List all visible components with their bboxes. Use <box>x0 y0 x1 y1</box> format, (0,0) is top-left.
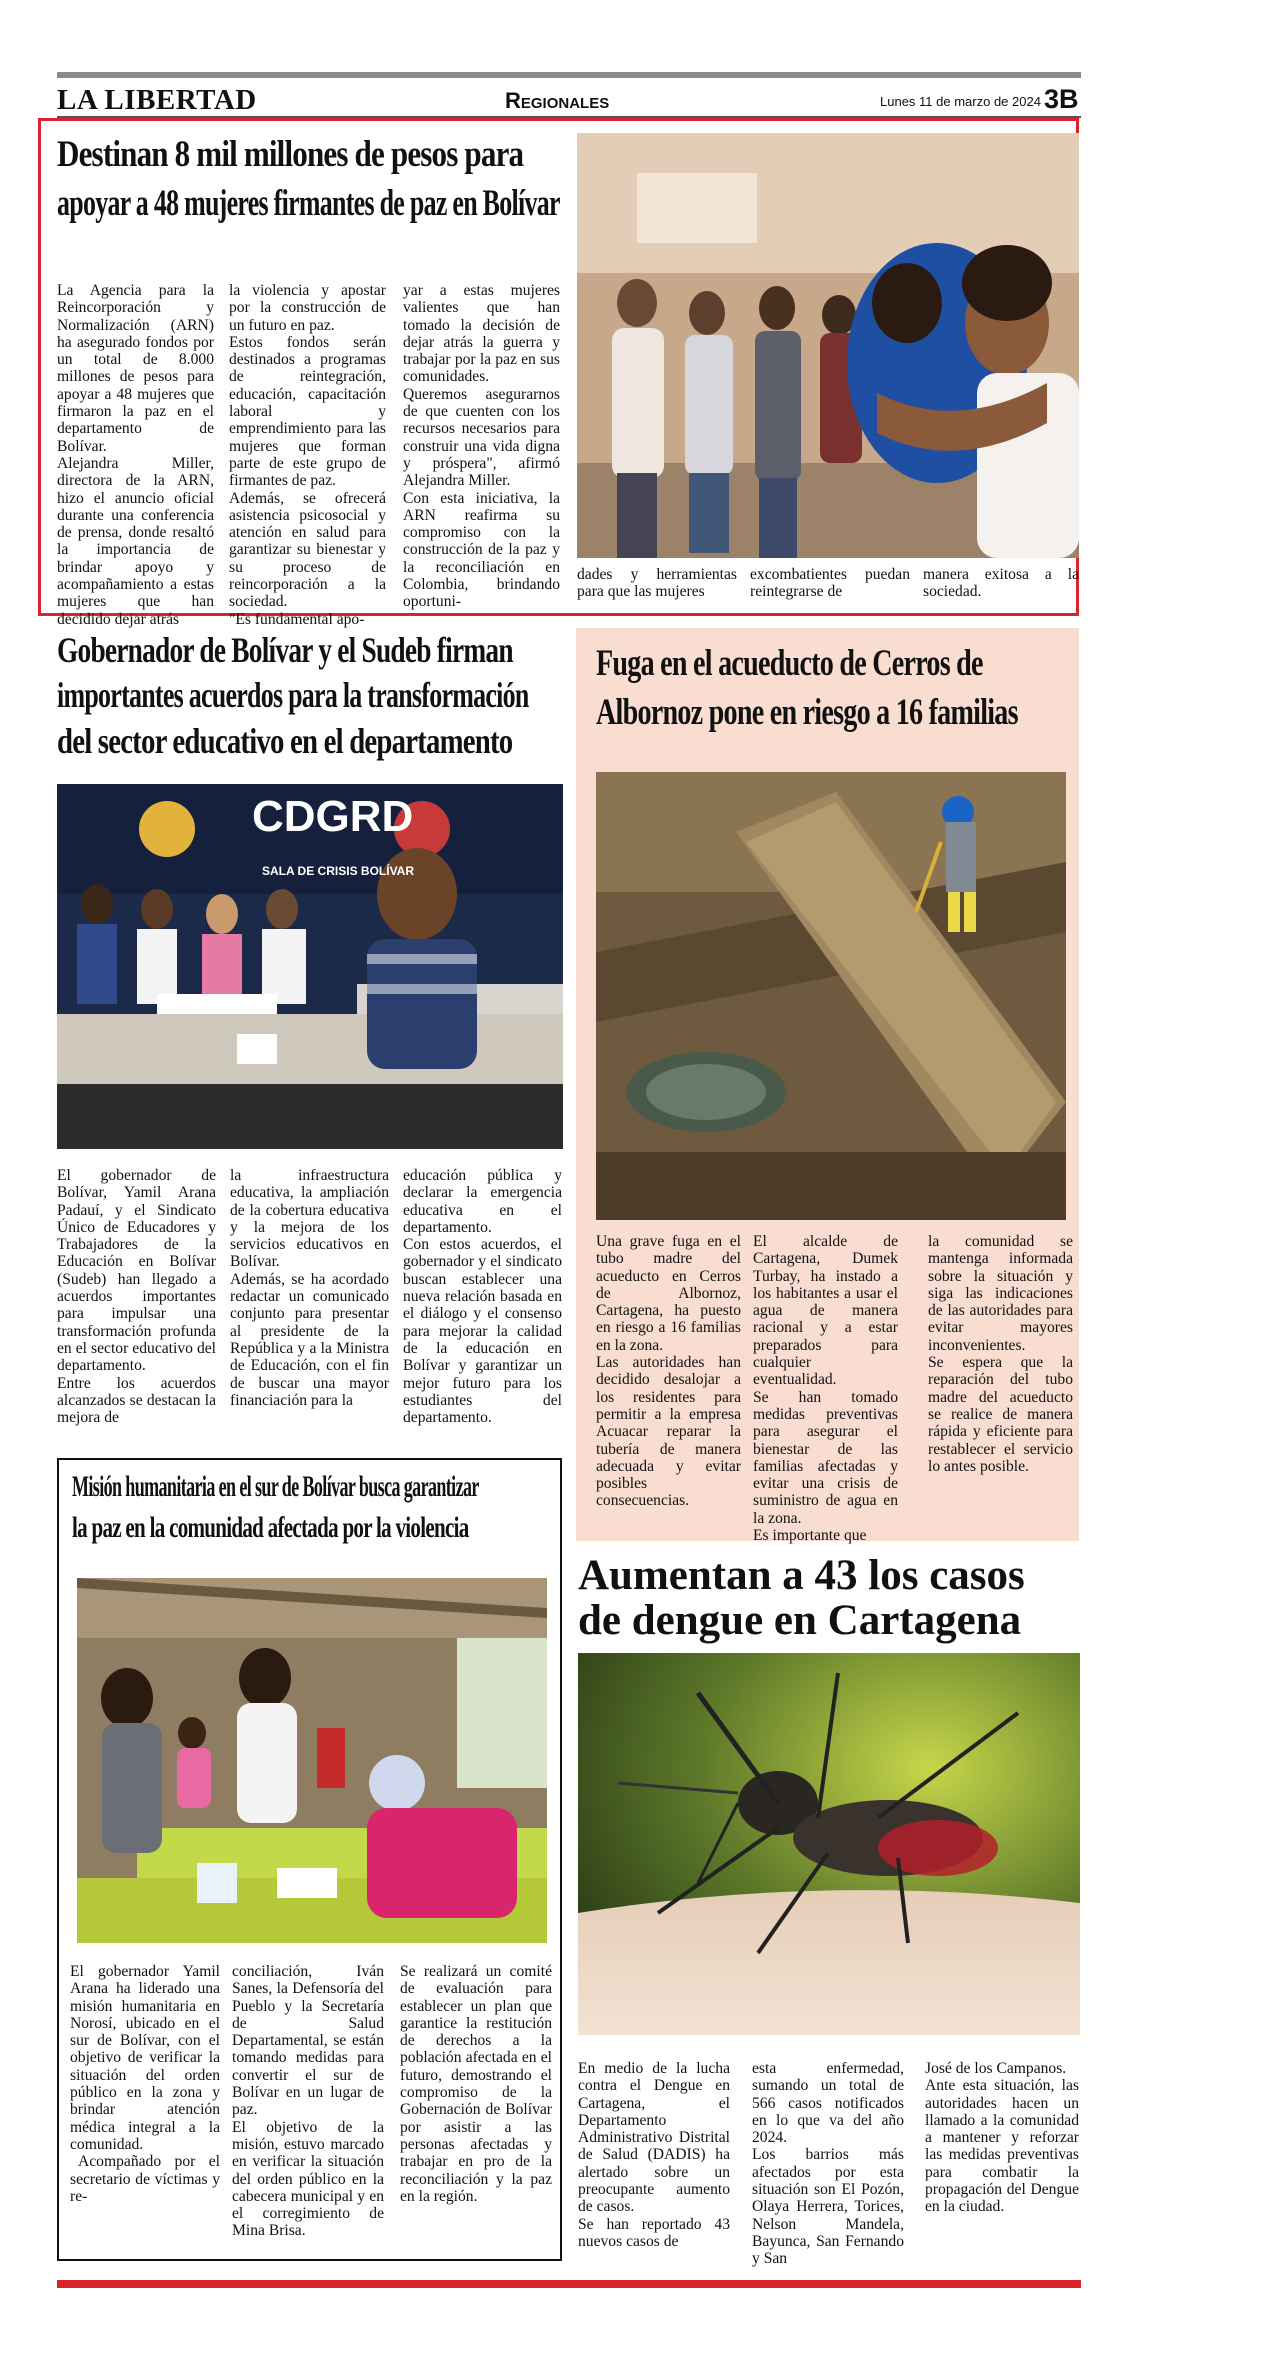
banner-text: CDGRD <box>252 792 414 841</box>
headline-line: Albornoz pone en riesgo a 16 familias <box>596 691 1018 733</box>
headline-line: Destinan 8 mil millones de pesos para <box>57 134 524 175</box>
paragraph: conciliación, Iván Sanes, la Defensoría del Pueblo y la Secretaría de Salud Departamental, se están tomando medidas para convertir el sur de Bolívar en un lugar de paz. <box>232 1963 384 2119</box>
article4-col2 <box>232 1963 384 2253</box>
headline-line: Aumentan a 43 los casos <box>578 1552 1025 1599</box>
paragraph: "Es fundamental apo- <box>229 610 365 628</box>
article1-col2 <box>229 282 386 628</box>
article5-col3 <box>925 2060 1079 2265</box>
paragraph: Además, se ha acordado redactar un comunicado conjunto para presentar al presidente de la República y a la Ministra de Educación, con el fin de buscar una mayor financiación para la <box>230 1270 389 1409</box>
article2-photo <box>57 784 563 1149</box>
paragraph: Estos fondos serán destinados a programas de reintegración, educación, capacitación laboral y emprendimiento para las mujeres que forman parte de este grupo de firmantes de paz. <box>229 333 386 490</box>
article1-col5 <box>750 566 910 602</box>
paragraph: José de los Campanos. <box>925 2060 1067 2077</box>
headline-line: importantes acuerdos para la transformación <box>57 675 529 716</box>
paragraph: Acompañado por el secretario de víctimas y re- <box>70 2153 220 2205</box>
paragraph: educación pública y declarar la emergencia educativa en el departamento. <box>403 1167 562 1236</box>
paragraph: Una grave fuga en el tubo madre del acueducto en Cerros de Albornoz, Cartagena, ha puesto en riesgo a 16 familias en la zona. <box>596 1233 741 1354</box>
paragraph: El alcalde de Cartagena, Dumek Turbay, ha instado a los habitantes a usar el agua de manera racional y a estar preparados para cualquier eventualidad. <box>753 1233 898 1389</box>
paragraph: la violencia y apostar por la construcción de un futuro en paz. <box>229 282 386 334</box>
article1-col6 <box>923 566 1079 602</box>
article3-col1 <box>596 1233 741 1523</box>
banner-subtext: SALA DE CRISIS BOLÍVAR <box>262 864 415 878</box>
headline-line: la paz en la comunidad afectada por la violencia <box>72 1510 469 1544</box>
headline-line: Misión humanitaria en el sur de Bolívar busca garantizar <box>72 1470 479 1503</box>
article3-col3 <box>928 1233 1073 1523</box>
article2-col2 <box>230 1167 389 1427</box>
paragraph: Se espera que la reparación del tubo madre del acueducto se realice de manera rápida y eficiente para restablecer el servicio lo antes posible. <box>928 1354 1073 1475</box>
headline-line: Gobernador de Bolívar y el Sudeb firman <box>57 630 513 670</box>
headline-line: apoyar a 48 mujeres firmantes de paz en Bolívar <box>57 182 560 224</box>
paragraph: Con estos acuerdos, el gobernador y el sindicato buscan establecer una nueva relación basada en el diálogo y el consenso para mejorar la calidad de la educación en Bolívar y garantizar un mejor futuro para los estudiantes del departamento. <box>403 1236 562 1427</box>
page-number: 3B <box>1044 84 1079 114</box>
paragraph: Alejandra Miller, directora de la ARN, hizo el anuncio oficial durante una conferencia de prensa, donde resaltó la importancia de brindar apoyo y acompañamiento a estas mujeres que han decidido dejar atrás <box>57 454 214 628</box>
article5-col1 <box>578 2060 730 2265</box>
article1-col1 <box>57 282 214 628</box>
paragraph: dades y herramientas para que las mujeres <box>577 566 737 601</box>
article5-photo <box>578 1653 1080 2035</box>
paragraph: la infraestructura educativa, la ampliación de la cobertura educativa y la mejora de los servicios educativos en Bolívar. <box>230 1167 389 1271</box>
article4-photo <box>77 1578 547 1943</box>
paragraph: Se han reportado 43 nuevos casos de <box>578 2215 730 2250</box>
paragraph: esta enfermedad, sumando un total de 566 casos notificados en lo que va del año 2024. <box>752 2060 904 2147</box>
article4-col1 <box>70 1963 220 2253</box>
article1-photo <box>577 133 1079 558</box>
paragraph: la comunidad se mantenga informada sobre la situación y siga las indicaciones de las autoridades para evitar mayores inconvenientes. <box>928 1233 1073 1354</box>
article2-col1 <box>57 1167 216 1427</box>
article2-headline[interactable] <box>57 630 572 762</box>
paragraph: Además, se ofrecerá asistencia psicosocial y atención en salud para garantizar su bienestar y su proceso de reincorporación a la sociedad. <box>229 489 386 611</box>
article5-headline[interactable] <box>578 1553 1078 1643</box>
article1-col3 <box>403 282 560 611</box>
masthead: LA LIBERTAD <box>57 84 257 116</box>
paragraph: Queremos asegurarnos de que cuenten con los recursos necesarios para construir una vida digna y próspera", afirmó Alejandra Miller. <box>403 385 560 490</box>
paragraph: Entre los acuerdos alcanzados se destacan la mejora de <box>57 1374 216 1427</box>
article1-headline[interactable] <box>57 134 577 225</box>
headline-line: Fuga en el acueducto de Cerros de <box>596 643 983 684</box>
headline-line: del sector educativo en el departamento <box>57 720 513 761</box>
section-name: Regionales <box>505 88 610 113</box>
paragraph: excombatientes puedan reintegrarse de <box>750 566 910 601</box>
paragraph: El gobernador Yamil Arana ha liderado una misión humanitaria en Norosí, ubicado en el sur de Bolívar, con el objetivo de verificar la situación del orden público en la zona y brindar atención médica integral a la comunidad. <box>70 1963 220 2153</box>
paragraph: Se realizará un comité de evaluación para establecer un plan que garantice la restitución de derechos a la población afectada en el futuro, demostrando el compromiso de la Gobernación de Bolívar por asistir a las personas afectadas y trabajar en pro de la reconciliación y la paz en la región. <box>400 1963 552 2205</box>
paragraph: Es importante que <box>753 1527 867 1545</box>
paragraph: Se han tomado medidas preventivas para asegurar el bienestar de las familias afectadas y evitar una crisis de suministro de agua en la zona. <box>753 1388 898 1527</box>
paragraph: En medio de la lucha contra el Dengue en Cartagena, el Departamento Administrativo Distrital de Salud (DADIS) ha alertado sobre un preocupante aumento de casos. <box>578 2060 730 2216</box>
issue-date: Lunes 11 de marzo de 2024 <box>880 94 1041 109</box>
headline-line: de dengue en Cartagena <box>578 1597 1022 1645</box>
paragraph: Ante esta situación, las autoridades hacen un llamado a la comunidad a mantener y reforzar las medidas preventivas para combatir la propagación del Dengue en la ciudad. <box>925 2077 1079 2216</box>
paragraph: La Agencia para la Reincorporación y Normalización (ARN) ha asegurado fondos por un total de 8.000 millones de pesos para apoyar a 48 mujeres que firmaron la paz en el departamento de Bolívar. <box>57 282 214 455</box>
article4-col3 <box>400 1963 552 2253</box>
top-rule <box>57 72 1081 78</box>
article1-col4 <box>577 566 737 602</box>
article5-col2 <box>752 2060 904 2268</box>
paragraph: manera exitosa a la sociedad. <box>923 566 1079 601</box>
article3-headline[interactable] <box>596 643 1066 734</box>
paragraph: Con esta iniciativa, la ARN reafirma su compromiso con la construcción de la paz y la reconciliación en Colombia, brindando oportuni- <box>403 489 560 611</box>
article2-col3 <box>403 1167 562 1427</box>
article3-col2 <box>753 1233 898 1545</box>
footer-rule <box>57 2280 1081 2288</box>
paragraph: yar a estas mujeres valientes que han tomado la decisión de dejar atrás la guerra y trabajar por la paz en sus comunidades. <box>403 282 560 386</box>
paragraph: El gobernador de Bolívar, Yamil Arana Padauí, y el Sindicato Único de Educadores y Trabajadores de la Educación en Bolívar (Sudeb) han llegado a acuerdos importantes para impulsar una transformación profunda en el sector educativo del departamento. <box>57 1167 216 1375</box>
article4-headline[interactable] <box>72 1470 550 1545</box>
paragraph: Los barrios más afectados por esta situación son El Pozón, Olaya Herrera, Torices, Nelson Mandela, Bayunca, San Fernando y San <box>752 2146 904 2268</box>
paragraph: Las autoridades han decidido desalojar a los residentes para permitir a la empresa Acuacar reparar la tubería de manera adecuada y evitar posibles consecuencias. <box>596 1354 741 1510</box>
paragraph: El objetivo de la misión, estuvo marcado en verificar la situación del orden público en la cabecera municipal y en el corregimiento de Mina Brisa. <box>232 2118 384 2240</box>
article3-photo <box>596 772 1066 1220</box>
